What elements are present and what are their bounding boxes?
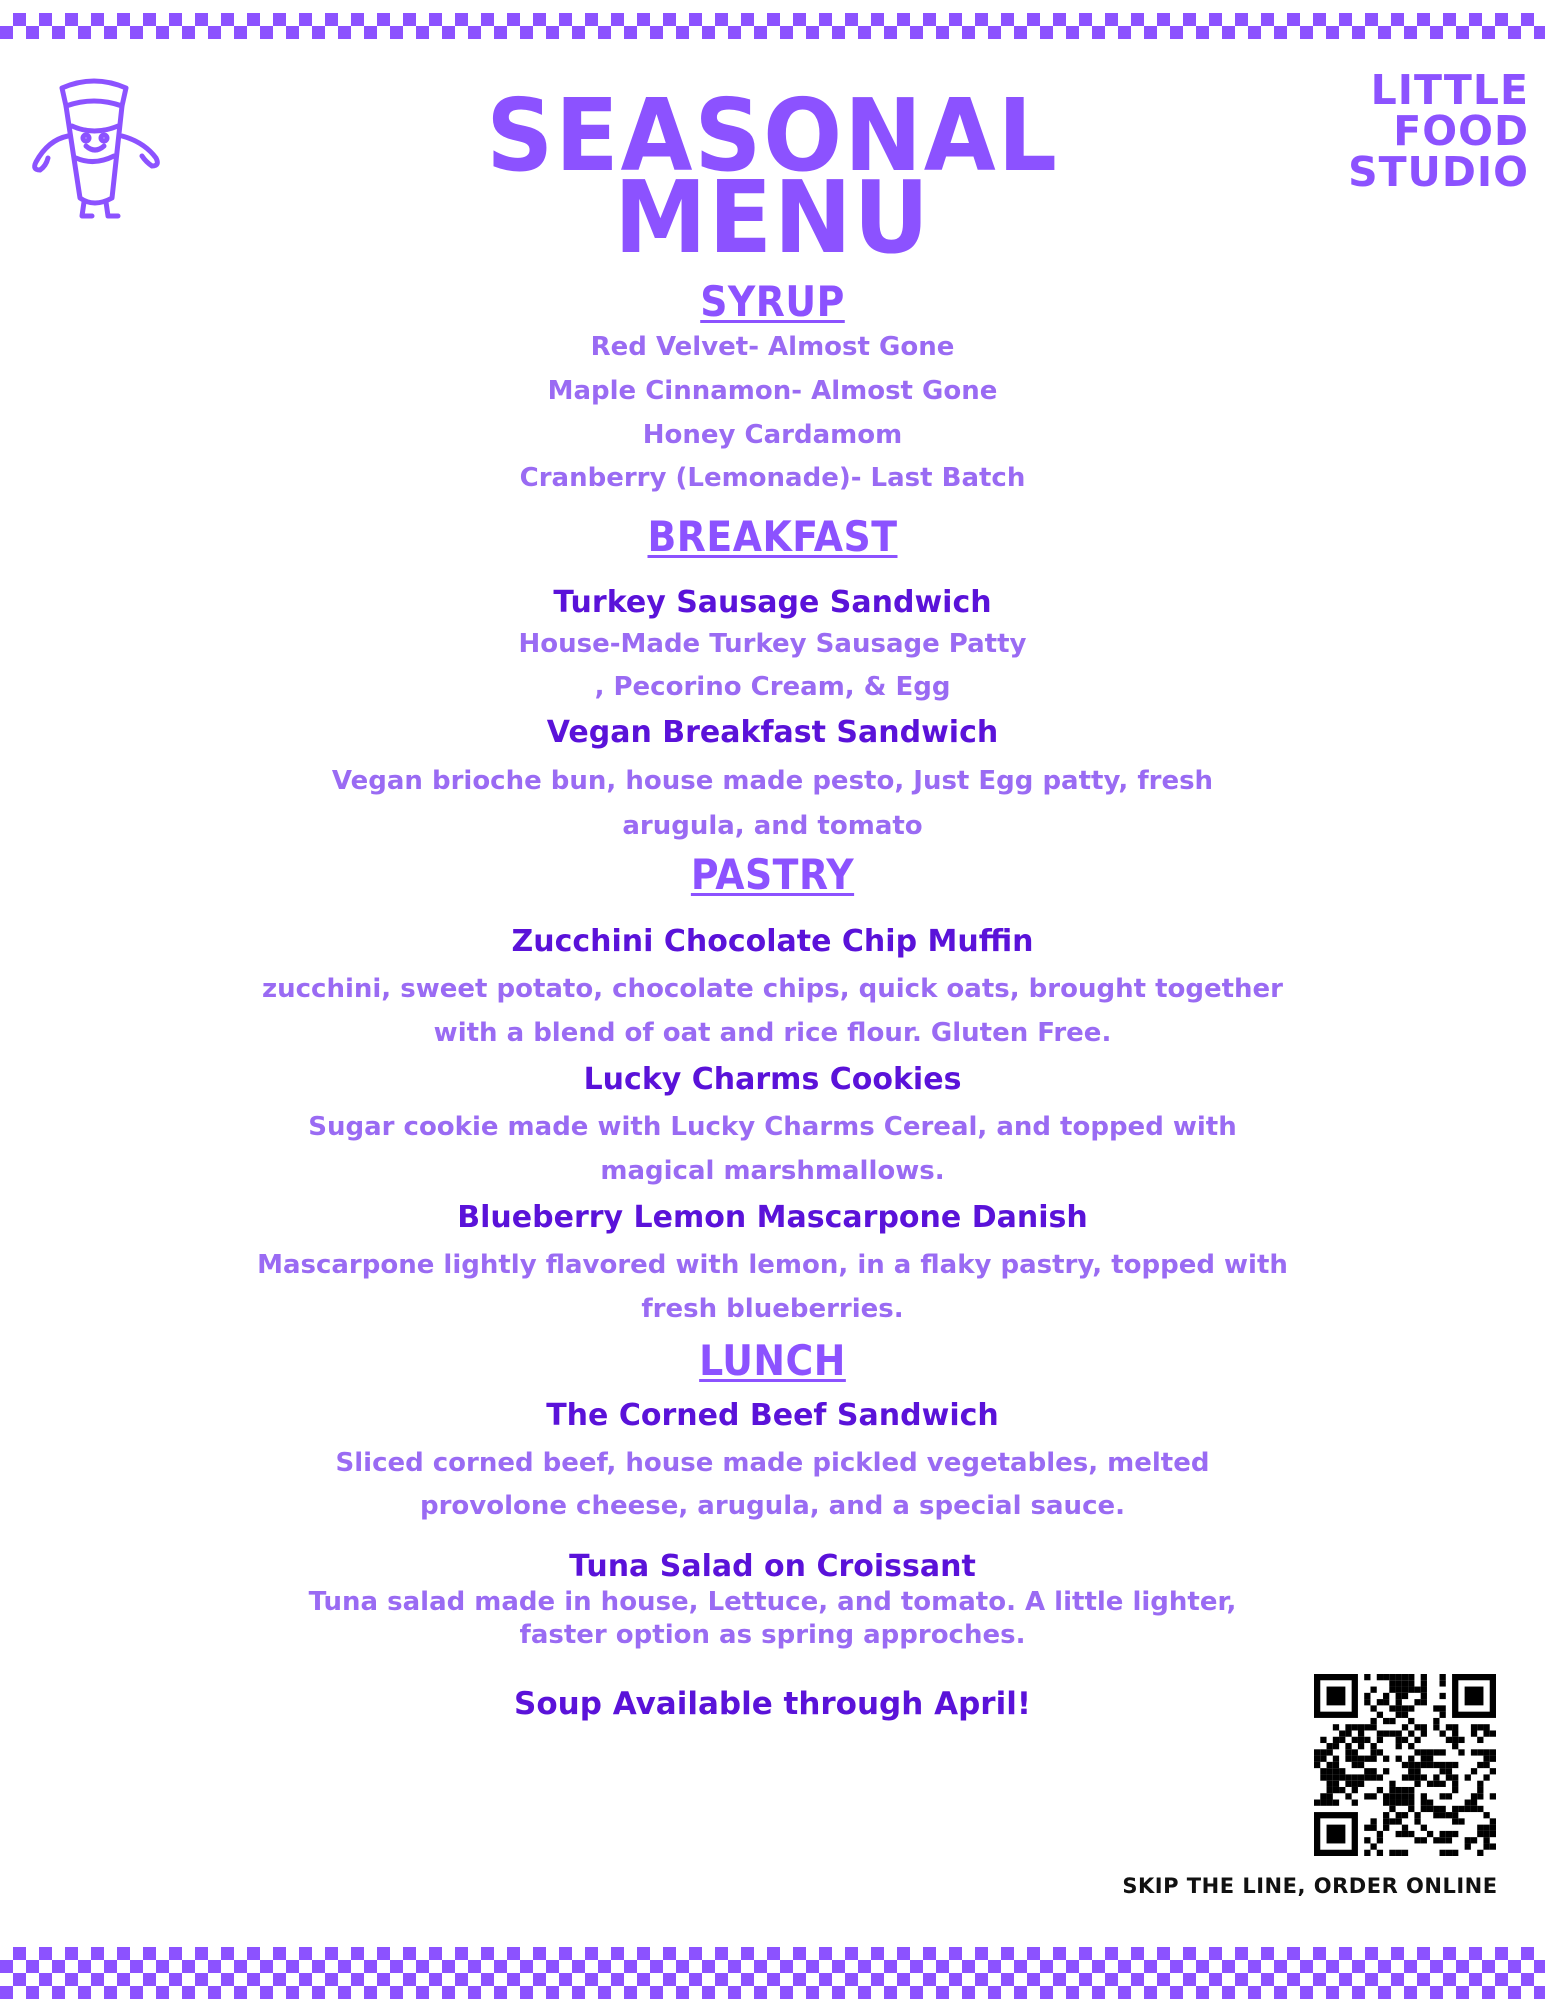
menu-item-desc: Sugar cookie made with Lucky Charms Cereal, and topped with: [308, 1112, 1237, 1142]
menu-item-name: Blueberry Lemon Mascarpone Danish: [457, 1200, 1088, 1235]
syrup-item: Cranberry (Lemonade)- Last Batch: [519, 463, 1026, 493]
menu-item-desc: Tuna salad made in house, Lettuce, and tomato. A little lighter,: [308, 1587, 1237, 1617]
brand-line: FOOD: [1393, 107, 1529, 155]
menu-item-name: Tuna Salad on Croissant: [569, 1549, 976, 1584]
title-line-2: MENU: [614, 159, 931, 276]
menu-item-name: Vegan Breakfast Sandwich: [546, 715, 999, 750]
order-online-caption: SKIP THE LINE, ORDER ONLINE: [1122, 1874, 1498, 1898]
menu-item-desc: fresh blueberries.: [641, 1294, 904, 1324]
menu-item-desc: Vegan brioche bun, house made pesto, Just Egg patty, fresh: [331, 766, 1214, 796]
menu-item-name: Zucchini Chocolate Chip Muffin: [511, 924, 1034, 959]
menu-item-desc: magical marshmallows.: [600, 1156, 945, 1186]
menu-item-name: Lucky Charms Cookies: [583, 1062, 962, 1097]
menu-item-desc: zucchini, sweet potato, chocolate chips, quick oats, brought together: [262, 974, 1283, 1004]
syrup-item: Maple Cinnamon- Almost Gone: [547, 376, 998, 406]
section-heading-lunch: LUNCH: [699, 1336, 846, 1385]
menu-item-desc: faster option as spring approches.: [519, 1620, 1026, 1650]
soup-note: Soup Available through April!: [514, 1686, 1031, 1722]
menu-item-desc: with a blend of oat and rice flour. Gluten Free.: [433, 1018, 1112, 1048]
menu-item-desc: , Pecorino Cream, & Egg: [594, 672, 951, 702]
menu-item-name: Turkey Sausage Sandwich: [553, 585, 992, 620]
checker-border-bottom: [0, 1947, 1545, 1999]
section-heading-breakfast: BREAKFAST: [647, 512, 898, 561]
menu-item-desc: arugula, and tomato: [622, 811, 923, 841]
menu-item-name: The Corned Beef Sandwich: [546, 1398, 999, 1433]
menu-item-desc: Mascarpone lightly flavored with lemon, in a flaky pastry, topped with: [257, 1250, 1288, 1280]
checker-border-top: [0, 13, 1545, 39]
section-heading-syrup: SYRUP: [700, 277, 845, 326]
menu-item-desc: provolone cheese, arugula, and a special sauce.: [419, 1491, 1125, 1521]
qr-code-icon[interactable]: [1314, 1674, 1496, 1856]
syrup-item: Honey Cardamom: [642, 420, 903, 450]
syrup-item: Red Velvet- Almost Gone: [590, 332, 955, 362]
menu-item-desc: Sliced corned beef, house made pickled vegetables, melted: [335, 1448, 1210, 1478]
brand-line: STUDIO: [1348, 148, 1529, 196]
title-line-1: SEASONAL: [486, 77, 1059, 194]
brand-line: LITTLE: [1370, 66, 1529, 114]
section-heading-pastry: PASTRY: [690, 850, 855, 899]
menu-item-desc: House-Made Turkey Sausage Patty: [518, 629, 1027, 659]
